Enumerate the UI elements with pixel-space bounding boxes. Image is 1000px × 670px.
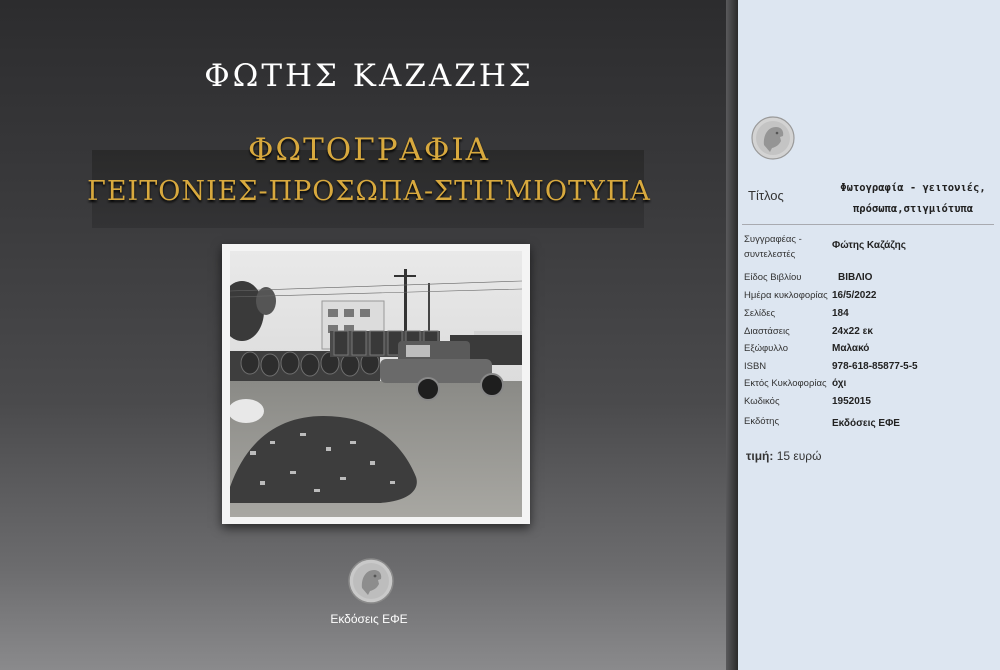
book-type-value: ΒΙΒΛΙΟ: [838, 272, 873, 283]
price-value: 15 ευρώ: [776, 449, 822, 463]
publisher-coin-logo: [348, 558, 394, 604]
title-label: Τίτλος: [748, 188, 784, 203]
cover-author: ΦΩΤΗΣ ΚΑΖΑΖΗΣ: [204, 58, 534, 94]
out-of-print-label: Εκτός Κυκλοφορίας: [744, 378, 827, 389]
release-date-label: Ημέρα κυκλοφορίας: [744, 290, 828, 301]
price-label: τιμή:: [746, 449, 774, 463]
title-value: [830, 178, 996, 220]
out-of-print-value: όχι: [832, 378, 847, 389]
publisher-value: Εκδόσεις ΕΦΕ: [832, 418, 900, 429]
binding-value: Μαλακό: [832, 343, 870, 354]
dimensions-value: 24x22 εκ: [832, 326, 873, 337]
dimensions-label: Διαστάσεις: [744, 326, 790, 337]
coin-icon: [751, 116, 795, 160]
book-type-label: Είδος Βιβλίου: [744, 272, 802, 283]
cover-title: ΦΩΤΟΓΡΑΦΙΑ: [247, 132, 490, 168]
cover-photo: [230, 251, 522, 517]
code-value: 1952015: [832, 396, 871, 407]
price: [746, 449, 822, 463]
cover-subtitle: ΓΕΙΤΟΝΙΕΣ-ΠΡΟΣΩΠΑ-ΣΤΙΓΜΙΟΤΥΠΑ: [87, 176, 651, 207]
pages-label: Σελίδες: [744, 308, 776, 319]
title-value-line1: Φωτογραφία - γειτονιές,: [840, 182, 986, 194]
isbn-label: ISBN: [744, 361, 767, 372]
cover-spine-shadow: [726, 0, 738, 670]
author-label-line2: συντελεστές: [744, 249, 796, 260]
details-divider: [742, 224, 994, 225]
publisher-label: Εκδότης: [744, 416, 780, 427]
isbn-value: 978-618-85877-5-5: [832, 361, 918, 372]
cover-photo-frame: [222, 244, 530, 524]
code-label: Κωδικός: [744, 396, 780, 407]
cover-publisher: Εκδόσεις ΕΦΕ: [330, 612, 408, 626]
street-scene-illustration: [230, 251, 522, 517]
author-label-line1: Συγγραφέας -: [744, 234, 802, 245]
author-value: Φώτης Καζάζης: [832, 240, 906, 251]
pages-value: 184: [832, 308, 849, 319]
release-date-value: 16/5/2022: [832, 290, 877, 301]
title-value-line2: πρόσωπα,στιγμιότυπα: [852, 203, 974, 215]
binding-label: Εξώφυλλο: [744, 343, 789, 354]
